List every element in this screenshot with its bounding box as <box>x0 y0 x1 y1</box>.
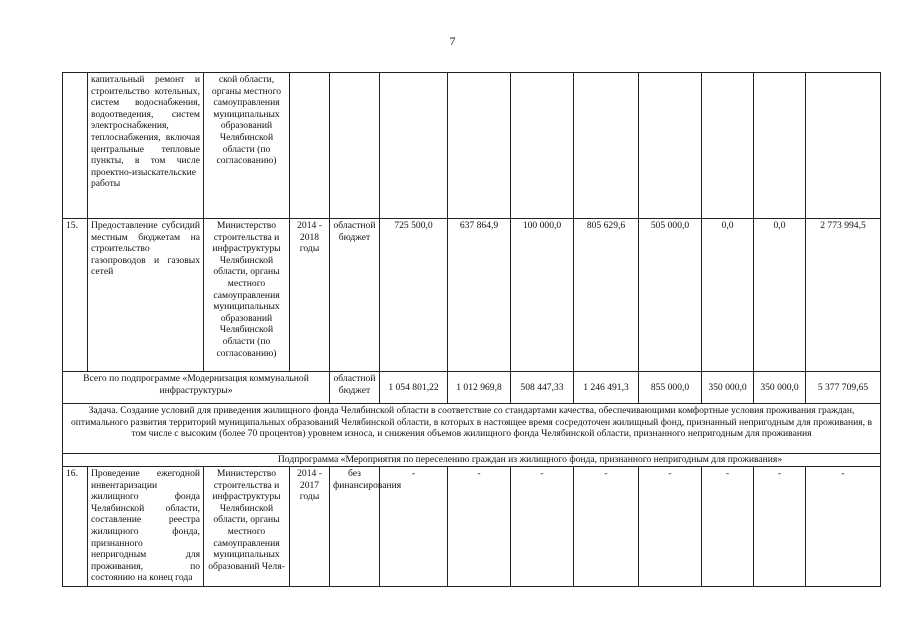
event-name-cell: Проведение ежегодной инвентаризации жилищного фонда Челябинской области, составление реестра жилищного фонда, признанного непригодным для проживания, по состоянию на конец года <box>88 467 204 587</box>
page-number: 7 <box>449 34 456 48</box>
row-number-cell: 15. <box>63 219 88 372</box>
subtotal-label-cell: Всего по подпрограмме «Модернизация коммунальной инфраструктуры» <box>63 372 330 404</box>
value-cell: - <box>448 467 511 587</box>
task-row <box>63 404 881 454</box>
value-cell: - <box>754 467 806 587</box>
value-cell: 725 500,0 <box>380 219 448 372</box>
table-row-16 <box>63 467 881 587</box>
value-cell: 0,0 <box>702 219 754 372</box>
value-cell: 637 864,9 <box>448 219 511 372</box>
funding-source-cell: областной бюджет <box>330 219 380 372</box>
value-cell: - <box>380 467 448 587</box>
continued-row <box>63 73 881 219</box>
executor-cell: Министерство строительства и инфраструктуры Челябинской области, органы местного самоуправления муниципальных образований Челя- <box>204 467 290 587</box>
value-cell: - <box>511 467 574 587</box>
period-cell: 2014 - 2017 годы <box>290 467 330 587</box>
subprogram-header-row <box>63 454 881 467</box>
period-cell: 2014 - 2018 годы <box>290 219 330 372</box>
value-cell: 1 012 969,8 <box>448 372 511 404</box>
funding-source-cell: областной бюджет <box>330 372 380 404</box>
event-name-cell: Предоставление субсидий местным бюджетам на строительство газопроводов и газовых сетей <box>88 219 204 372</box>
total-cell: 2 773 994,5 <box>806 219 881 372</box>
row-number-cell: 16. <box>63 467 88 587</box>
executor-cell: ской области, органы местного самоуправления муниципальных образований Челябинской области (по согласованию) <box>204 73 290 219</box>
value-cell: - <box>574 467 639 587</box>
value-cell: 1 054 801,22 <box>380 372 448 404</box>
subtotal-row <box>63 372 881 404</box>
value-cell: 508 447,33 <box>511 372 574 404</box>
event-name-cell: капитальный ремонт и строительство котельных, систем водоснабжения, водоотведения, систем электроснабжения, теплоснабжения, включая центральные тепловые пункты, в том числе проектно-изыскательские работы <box>88 73 204 219</box>
funding-source-cell: без финансирования <box>330 467 380 587</box>
value-cell: 100 000,0 <box>511 219 574 372</box>
task-cell: Задача. Создание условий для приведения жилищного фонда Челябинской области в соответствие со стандартами качества, обеспечивающими комфортные условия проживания граждан, оптимального развития территорий муниципальных образований Челябинской области, в которых в настоящее время сосредоточен жилищный фонд, признанный непригодным для проживания, в том числе с высоким (более 70 процентов) уровнем износа, и снижения объемов жилищного фонда Челябинской области, признанного непригодным для проживания <box>63 404 881 454</box>
value-cell: 350 000,0 <box>754 372 806 404</box>
value-cell: 505 000,0 <box>639 219 702 372</box>
value-cell: 0,0 <box>754 219 806 372</box>
total-cell: 5 377 709,65 <box>806 372 881 404</box>
table-row-15 <box>63 219 881 372</box>
program-table <box>62 72 881 587</box>
subprogram-title-cell: Подпрограмма «Мероприятия по переселению граждан из жилищного фонда, признанного непригодным для проживания» <box>63 454 881 467</box>
executor-cell: Министерство строительства и инфраструктуры Челябинской области, органы местного самоуправления муниципальных образований Челябинской области (по согласованию) <box>204 219 290 372</box>
total-cell: - <box>806 467 881 587</box>
value-cell: 805 629,6 <box>574 219 639 372</box>
value-cell: 350 000,0 <box>702 372 754 404</box>
row-number-cell <box>63 73 88 219</box>
value-cell: 855 000,0 <box>639 372 702 404</box>
value-cell: - <box>639 467 702 587</box>
value-cell: - <box>702 467 754 587</box>
value-cell: 1 246 491,3 <box>574 372 639 404</box>
